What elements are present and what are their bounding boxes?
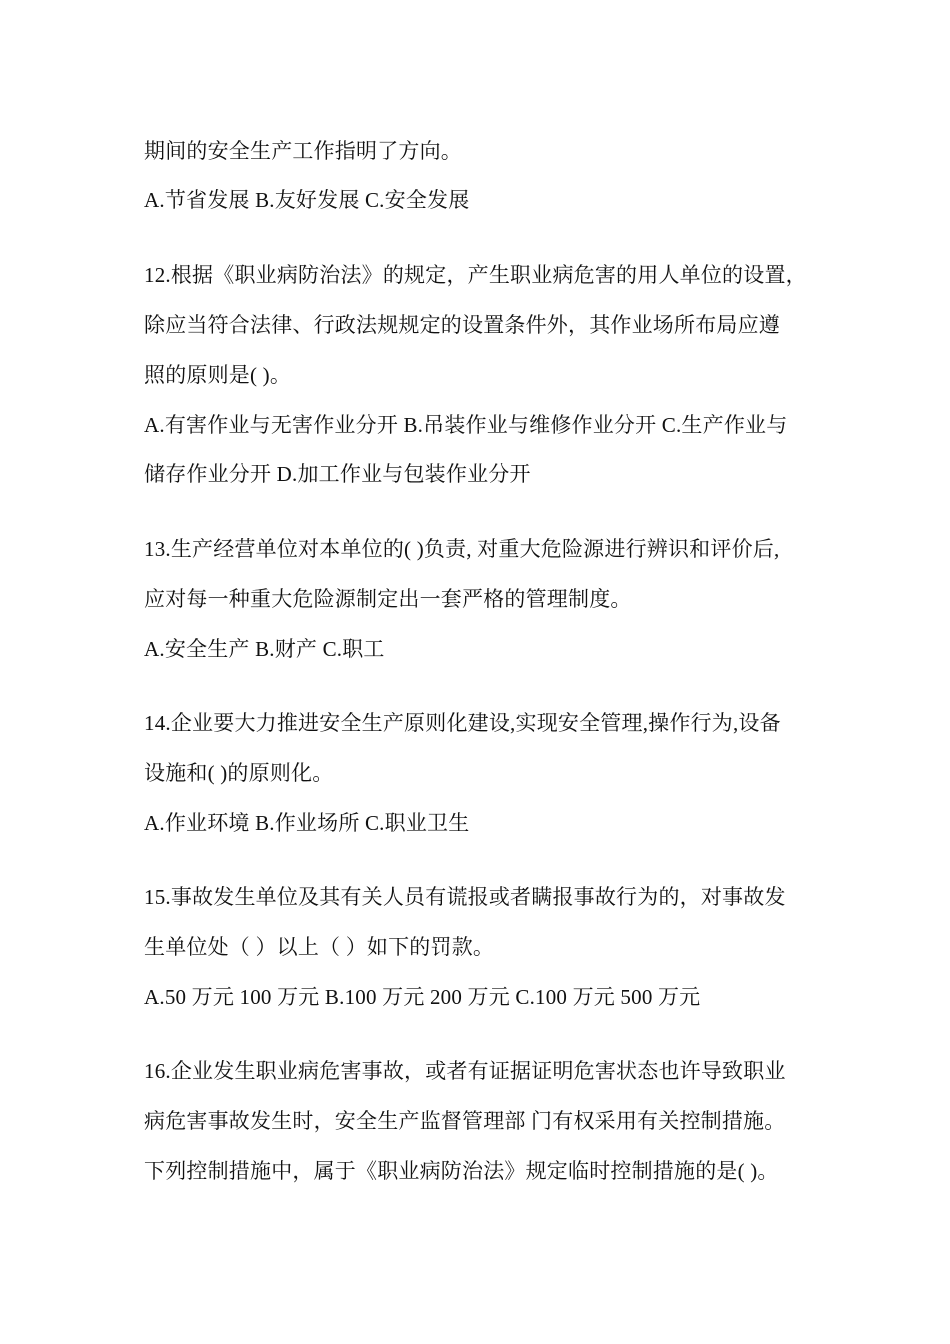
question-16-line-1: 16.企业发生职业病危害事故，或者有证据证明危害状态也许导致职业 <box>144 1059 786 1083</box>
question-14-line-1: 14.企业要大力推进安全生产原则化建设,实现安全管理,操作行为,设备 <box>144 711 781 735</box>
question-15-line-2: 生单位处（ ）以上（ ）如下的罚款。 <box>144 935 495 959</box>
question-16-line-3: 下列控制措施中，属于《职业病防治法》规定临时控制措施的是( )。 <box>144 1159 779 1183</box>
question-14-line-2: 设施和( )的原则化。 <box>144 761 334 785</box>
question-14-options: A.作业环境 B.作业场所 C.职业卫生 <box>144 811 470 835</box>
question-12-options-line-2: 储存作业分开 D.加工作业与包装作业分开 <box>144 462 531 486</box>
question-12-line-3: 照的原则是( )。 <box>144 363 292 387</box>
continuation-options: A.节省发展 B.友好发展 C.安全发展 <box>144 188 470 212</box>
question-13-line-2: 应对每一种重大危险源制定出一套严格的管理制度。 <box>144 587 632 611</box>
question-12-line-1: 12.根据《职业病防治法》的规定，产生职业病危害的用人单位的设置， <box>144 263 807 287</box>
question-15-line-1: 15.事故发生单位及其有关人员有谎报或者瞒报事故行为的，对事故发 <box>144 885 786 909</box>
question-13-options: A.安全生产 B.财产 C.职工 <box>144 637 385 661</box>
question-12-options-line-1: A.有害作业与无害作业分开 B.吊装作业与维修作业分开 C.生产作业与 <box>144 413 788 437</box>
question-16-line-2: 病危害事故发生时，安全生产监督管理部 门有权采用有关控制措施。 <box>144 1109 786 1133</box>
question-12-line-2: 除应当符合法律、行政法规规定的设置条件外，其作业场所布局应遵 <box>144 313 780 337</box>
continuation-text-line: 期间的安全生产工作指明了方向。 <box>144 139 462 163</box>
question-13-line-1: 13.生产经营单位对本单位的( )负责, 对重大危险源进行辨识和评价后, <box>144 537 780 561</box>
question-15-options: A.50 万元 100 万元 B.100 万元 200 万元 C.100 万元 500 万元 <box>144 985 701 1009</box>
